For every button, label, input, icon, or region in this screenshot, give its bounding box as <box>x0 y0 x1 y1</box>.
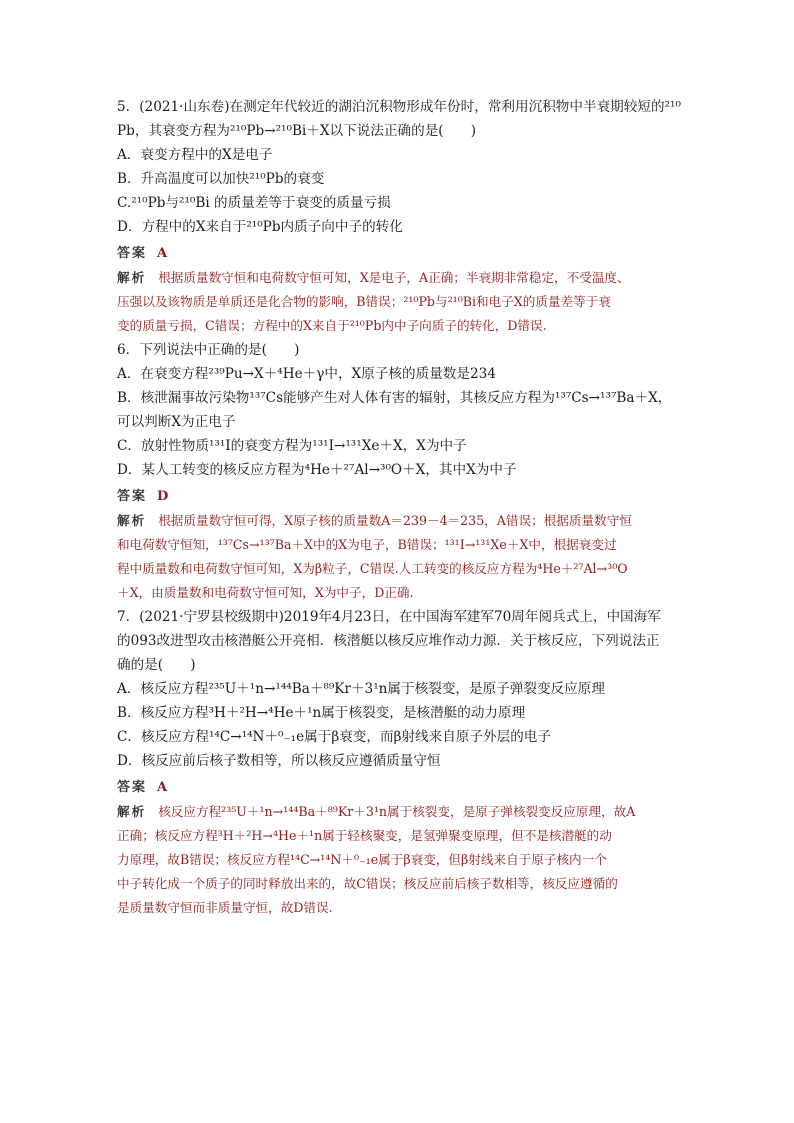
question-7 <box>117 605 684 920</box>
question-6-explanation-line-2: 和电荷数守恒知，¹³⁷Cs→¹³⁷Ba＋X中的X为电子，B错误；¹³¹I→¹³¹Xe＋X中，根据衰变过 <box>117 537 617 552</box>
question-7-explanation-line-4: 中子转化成一个质子的同时释放出来的，故C错误；核反应前后核子数相等，核反应遵循的 <box>117 876 618 891</box>
question-7-stem-line-3: 确的是( ) <box>117 657 196 673</box>
question-6-stem: 6．下列说法中正确的是( ) <box>117 342 300 358</box>
question-5-answer <box>117 242 684 266</box>
question-5-explanation-line-1 <box>117 266 684 290</box>
explain-text: 核反应方程²³⁵U＋¹n→¹⁴⁴Ba＋⁸⁹Kr＋3¹n属于核裂变，是原子弹核裂变反应原理，故A <box>158 804 636 819</box>
question-5-explanation-line-2: 压强以及该物质是单质还是化合物的影响，B错误；²¹⁰Pb与²¹⁰Bi和电子X的质量差等于衰 <box>117 294 611 309</box>
answer-value: A <box>157 780 168 795</box>
question-7-option-a: A．核反应方程²³⁵U＋¹n→¹⁴⁴Ba＋⁸⁹Kr＋3¹n属于核裂变，是原子弹裂变反应原理 <box>117 681 605 697</box>
answer-label: 答案 <box>117 489 148 504</box>
explain-text: 根据质量数守恒和电荷数守恒可知，X是电子，A正确；半衰期非常稳定，不受温度、 <box>158 270 630 285</box>
question-7-explanation-line-3: 力原理，故B错误；核反应方程¹⁴C→¹⁴N＋⁰₋₁e属于β衰变，但β射线来自于原子核内一个 <box>117 852 607 867</box>
question-7-explanation-line-2: 正确；核反应方程³H＋²H→⁴He＋¹n属于轻核聚变，是氢弹聚变原理，但不是核潜艇的动 <box>117 828 612 843</box>
answer-label: 答案 <box>117 780 148 795</box>
question-6-option-b-cont: 可以判断X为正电子 <box>117 414 236 430</box>
explain-label: 解析 <box>117 270 147 285</box>
question-5-explanation-line-3: 变的质量亏损，C错误；方程中的X来自于²¹⁰Pb内中子向质子的转化，D错误. <box>117 318 547 333</box>
question-5-stem-line-2: Pb，其衰变方程为²¹⁰Pb→²¹⁰Bi＋X以下说法正确的是( ) <box>117 123 477 139</box>
question-5-option-a: A．衰变方程中的X是电子 <box>117 147 273 163</box>
question-6 <box>117 338 684 605</box>
question-6-explanation-line-4: ＋X，由质量数和电荷数守恒可知，X为中子，D正确. <box>117 585 414 600</box>
question-6-explanation-line-1 <box>117 509 684 533</box>
question-7-option-d: D．核反应前后核子数相等，所以核反应遵循质量守恒 <box>117 753 441 769</box>
question-7-option-c: C．核反应方程¹⁴C→¹⁴N＋⁰₋₁e属于β衰变，而β射线来自原子外层的电子 <box>117 729 551 745</box>
question-5-option-d: D．方程中的X来自于²¹⁰Pb内质子向中子的转化 <box>117 219 403 235</box>
answer-label: 答案 <box>117 246 148 261</box>
question-7-answer <box>117 776 684 800</box>
question-6-explanation-line-3: 程中质量数和电荷数守恒可知，X为β粒子，C错误.人工转变的核反应方程为⁴He＋²⁷Al→³⁰O <box>117 561 628 576</box>
question-5-stem-line-1: 5．(2021·山东卷)在测定年代较近的湖泊沉积物形成年份时，常利用沉积物中半衰期较短的²¹⁰ <box>117 99 681 115</box>
question-7-stem-line-1: 7．(2021·宁罗县校级期中)2019年4月23日，在中国海军建军70周年阅兵式上，中国海军 <box>117 609 661 625</box>
question-5-option-b: B．升高温度可以加快²¹⁰Pb的衰变 <box>117 171 325 187</box>
question-6-option-a: A．在衰变方程²³⁹Pu→X＋⁴He＋γ中，X原子核的质量数是234 <box>117 366 496 382</box>
question-7-explanation-line-5: 是质量数守恒而非质量守恒，故D错误. <box>117 900 333 915</box>
question-7-explanation-line-1 <box>117 800 684 824</box>
answer-value: D <box>157 489 169 504</box>
question-7-stem-line-2: 的093改进型攻击核潜艇公开亮相．核潜艇以核反应堆作动力源．关于核反应，下列说法正 <box>117 633 660 649</box>
question-6-option-c: C．放射性物质¹³¹I的衰变方程为¹³¹I→¹³¹Xe＋X，X为中子 <box>117 438 467 454</box>
question-5 <box>117 95 684 338</box>
question-6-answer <box>117 485 684 509</box>
explain-text: 根据质量数守恒可得，X原子核的质量数A＝239－4＝235，A错误；根据质量数守恒 <box>158 513 632 528</box>
question-5-option-c: C.²¹⁰Pb与²¹⁰Bi 的质量差等于衰变的质量亏损 <box>117 195 391 211</box>
question-6-option-d: D．某人工转变的核反应方程为⁴He＋²⁷Al→³⁰O＋X，其中X为中子 <box>117 462 517 478</box>
explain-label: 解析 <box>117 513 147 528</box>
answer-value: A <box>157 246 168 261</box>
question-6-option-b: B．核泄漏事故污染物¹³⁷Cs能够产生对人体有害的辐射，其核反应方程为¹³⁷Cs→¹³⁷Ba＋X， <box>117 390 672 406</box>
question-7-option-b: B．核反应方程³H＋²H→⁴He＋¹n属于核裂变，是核潜艇的动力原理 <box>117 705 526 721</box>
explain-label: 解析 <box>117 804 147 819</box>
